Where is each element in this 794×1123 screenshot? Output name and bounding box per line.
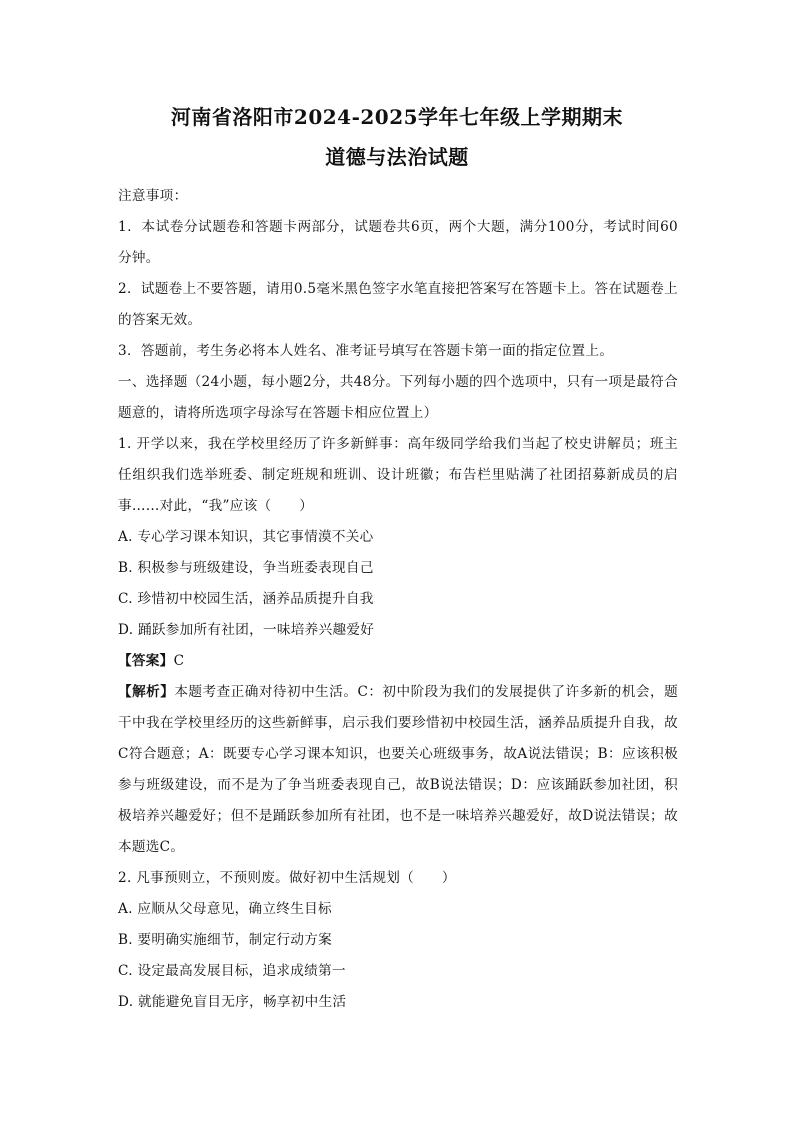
- question-1-option-c: C. 珍惜初中校园生活，涵养品质提升自我: [118, 591, 374, 607]
- question-1-answer: [118, 646, 678, 677]
- notice-item-3: 3．答题前，考生务必将本人姓名、准考证号填写在答题卡第一面的指定位置上。: [118, 343, 614, 359]
- question-1-analysis: [118, 677, 678, 863]
- question-2-option-b: B. 要明确实施细节，制定行动方案: [118, 932, 333, 948]
- document-title: 河南省洛阳市2024-2025学年七年级上学期期末: [170, 105, 624, 129]
- answer-label: 【答案】: [118, 653, 174, 669]
- question-2-option-c: C. 设定最高发展目标，追求成绩第一: [118, 963, 346, 979]
- question-1-option-b: B. 积极参与班级建设，争当班委表现自己: [118, 560, 374, 576]
- answer-value: C: [173, 653, 185, 669]
- notice-item-1: 1．本试卷分试题卷和答题卡两部分，试题卷共6页，两个大题，满分100分，考试时间60分钟。: [118, 219, 678, 266]
- question-1-option-d: D. 踊跃参加所有社团，一味培养兴趣爱好: [118, 622, 375, 638]
- question-2-option-d: D. 就能避免盲目无序，畅享初中生活: [118, 994, 347, 1010]
- question-1-option-a: A. 专心学习课本知识，其它事情漠不关心: [118, 529, 374, 545]
- question-2-stem: 2. 凡事预则立，不预则废。做好初中生活规划（ ）: [118, 870, 456, 886]
- question-1-stem: 1. 开学以来，我在学校里经历了许多新鲜事：高年级同学给我们当起了校史讲解员；班主任组织我们选举班委、制定班规和班训、设计班徽；布告栏里贴满了社团招募新成员的启事……对此，“我”应该（ ）: [118, 436, 678, 514]
- notice-heading: 注意事项：: [118, 188, 188, 204]
- document-subtitle: 道德与法治试题: [325, 145, 469, 169]
- notice-item-2: 2．试题卷上不要答题，请用0.5毫米黑色签字水笔直接把答案写在答题卡上。答在试题卷上的答案无效。: [118, 281, 678, 328]
- question-2-option-a: A. 应顺从父母意见，确立终生目标: [118, 901, 332, 917]
- document-body: [118, 181, 678, 1018]
- analysis-text: 本题考查正确对待初中生活。C：初中阶段为我们的发展提供了许多新的机会，题干中我在学校里经历的这些新鲜事，启示我们要珍惜初中校园生活，涵养品质提升自我，故C符合题意；A：既要专心学习课本知识，也要关心班级事务，故A说法错误；B：应该积极参与班级建设，而不是为了争当班委表现自己，故B说法错误；D：应该踊跃参加社团，积极培养兴趣爱好；但不是踊跃参加所有社团，也不是一味培养兴趣爱好，故D说法错误；故本题选C。: [118, 684, 678, 855]
- section-heading: 一、选择题（24小题，每小题2分，共48分。下列每小题的四个选项中，只有一项是最符合题意的，请将所选项字母涂写在答题卡相应位置上）: [118, 374, 678, 421]
- analysis-label: 【解析】: [118, 684, 175, 700]
